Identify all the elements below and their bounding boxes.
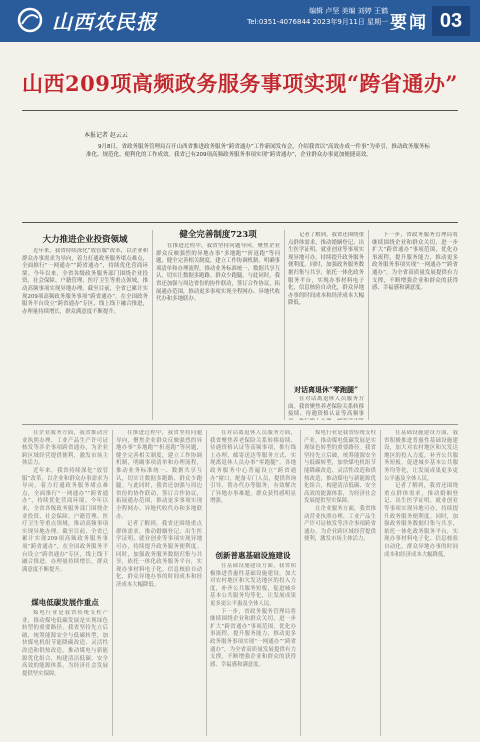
column-9: 在基础设施建设方面，我省积极推进普惠性基础设施建设，加大对农村地区和欠发达地区的投入力度，补齐公共服务短板，促进城乡基本公共服务均等化，让发展成果更多更公平惠及全体人民。 记者了解到，我省还围绕重点群体需求，推动婚姻登记、出生医学证明、就业创业等事项实现异地可办，持续提升政务服务便利度。同时，加强政务服务数据归集与共享，依托一体化政务服务平台，实现办事材料电子化、信息核验自动化，群众异地办事的时间成本和经济成本大幅降低。	[384, 430, 458, 558]
column-5b: 煤电行业是我省传统支柱产业，推动煤电低碳发展是实现绿色转型的重要路径。我省坚持先立后破，统筹能源安全与低碳转型，加快煤电机组节能降碳改造、灵活性改造和供热改造，推动煤电与新能源优化组合，构建清洁低碳、安全高效的能源体系，为经济社会发展提供坚实保障。	[22, 610, 108, 677]
byline: 本报记者 赵云云	[84, 132, 128, 139]
masthead	[0, 0, 480, 42]
band-rule	[22, 424, 458, 425]
column-divider	[206, 430, 207, 736]
date-line: Tel:0351-4076844 2023年9月11日 星期一	[247, 18, 388, 26]
column-1: 近年来，我省持续深化“放管服”改革，以企业和群众办事需求为导向，着力打通政务服务堵点难点，全面推行“一网通办”“跨省通办”，持续优化营商环境。今年以来，全省各级政务服务部门围绕企业投资、社会保障、户籍管理、医疗卫生等重点领域，推动高频事项实现异地办理。截至目前，全省已累计实现209项高频政务服务事项“跨省通办”，在全国政务服务平台设立“跨省通办”专区，线上线下融合推进，办理量持续增长，群众满意度不断提升。	[22, 248, 148, 315]
column-divider	[284, 230, 285, 420]
column-2: 在推进过程中，我省坚持问题导向，聚焦企业群众反映强烈的异地办事“多地跑”“折返跑”等问题，健全完善相关制度，建立工作协调机制，明确事项清单和办理流程，推动业务标准统一、数据共享互认，切实让数据多跑路、群众少跑腿。与此同时，我省还加强与周边省份的协作联动，签订合作协议，拓展通办范围，推动更多事项实现全程网办、异地代收代办和多地联办。	[156, 243, 280, 303]
column-divider	[152, 230, 153, 420]
column-divider	[112, 430, 113, 736]
masthead-info	[247, 6, 388, 28]
column-4: 下一步，省政务服务管理局将继续围绕企业和群众关切，进一步扩大“跨省通办”事项范围，优化办事流程，提升服务能力，推动更多政务服务事项实现“一网通办”“跨省通办”，为全省高质量发展提供有力支撑，不断增强企业和群众的获得感、幸福感和满意度。	[372, 232, 458, 292]
lead-rule	[22, 222, 458, 223]
column-7a: 在对话离退休人员服务方面，我省聚焦养老保险关系转移接续、待遇资格认证等高频事项，推行线上办理、邮寄送达等服务方式，实现离退休人员办事“零跑腿”。各地政务服务中心普遍设立“跨省通办”窗口，配备专门人员，提供咨询引导、帮办代办等服务，有效解决了异地办事难题，群众获得感明显增强。	[210, 430, 296, 505]
subhead-investment: 大力推进企业投资领域	[42, 235, 128, 245]
subhead-coal-power: 煤电低碳发展作重点	[31, 598, 99, 607]
editor-line: 编辑 卢坚 美编 刘婷 王鹤	[309, 7, 388, 15]
column-6: 在推进过程中，我省坚持问题导向，聚焦企业群众反映强烈的异地办事“多地跑”“折返跑”等问题，健全完善相关制度，建立工作协调机制，明确事项清单和办理流程，推动业务标准统一、数据共享互认，切实让数据多跑路、群众少跑腿。与此同时，我省还加强与周边省份的协作联动，签订合作协议，拓展通办范围，推动更多事项实现全程网办、异地代收代办和多地联办。 记者了解到，我省还围绕重点群体需求，推动婚姻登记、出生医学证明、就业创业等事项实现异地可办，持续提升政务服务便利度。同时，加强政务服务数据归集与共享，依托一体化政务服务平台，实现办事材料电子化、信息核验自动化，群众异地办事的时间成本和经济成本大幅降低。	[116, 430, 202, 588]
newspaper-logo-emblem-icon	[16, 6, 44, 34]
subhead-infrastructure: 创新普惠基础设施建设	[215, 551, 291, 560]
column-5: 在企业服务方面，我省推动营业执照办理、工业产品生产许可证核发等涉企事项跨省通办，为企业跨区域经营提供便利，激发市场主体活力。 近年来，我省持续深化“放管服”改革，以企业和群众办事需求为导向，着力打通政务服务堵点难点，全面推行“一网通办”“跨省通办”，持续优化营商环境。今年以来，全省各级政务服务部门围绕企业投资、社会保障、户籍管理、医疗卫生等重点领域，推动高频事项实现异地办理。截至目前，全省已累计实现209项高频政务服务事项“跨省通办”，在全国政务服务平台设立“跨省通办”专区，线上线下融合推进，办理量持续增长，群众满意度不断提升。	[22, 430, 108, 573]
page-headline: 山西209项高频政务服务事项实现“跨省通办”	[22, 71, 458, 96]
newspaper-logo: 山西农民报	[52, 10, 157, 34]
column-8: 煤电行业是我省传统支柱产业，推动煤电低碳发展是实现绿色转型的重要路径。我省坚持先立后破，统筹能源安全与低碳转型，加快煤电机组节能降碳改造、灵活性改造和供热改造，推动煤电与新能源优化组合，构建清洁低碳、安全高效的能源体系，为经济社会发展提供坚实保障。 在企业服务方面，我省推动营业执照办理、工业产品生产许可证核发等涉企事项跨省通办，为企业跨区域经营提供便利，激发市场主体活力。	[304, 430, 376, 543]
column-3b: 在对话离退休人员服务方面，我省聚焦养老保险关系转移接续、待遇资格认证等高频事	[288, 396, 364, 418]
column-divider	[300, 430, 301, 736]
subhead-system: 健全完善制度723项	[179, 230, 257, 240]
column-divider	[368, 230, 369, 420]
headline-rule	[22, 110, 458, 111]
column-3a: 记者了解到，我省还围绕重点群体需求，推动婚姻登记、出生医学证明、就业创业等事项实现异地可办，持续提升政务服务便利度。同时，加强政务服务数据归集与共享，依托一体化政务服务平台，实现办事材料电子化、信息核验自动化，群众异地办事的时间成本和经济成本大幅降低。	[288, 232, 364, 307]
lead-paragraph: 9月8日，省政务服务管理局召开山西省推进政务服务“跨省通办”工作新闻发布会，介绍我省以“高效办成一件事”为牵引，推动政务服务标准化、规范化、便利化的工作成效。我省已有209项高频政务服务事项实现“跨省通办”，企业群众办事更加便捷高效。	[86, 144, 430, 159]
page-number: 03	[432, 6, 470, 36]
section-title: 要闻	[390, 13, 428, 33]
subhead-retirees: 对话离退休“零跑腿”	[293, 385, 359, 394]
column-7b: 在基础设施建设方面，我省积极推进普惠性基础设施建设，加大对农村地区和欠发达地区的投入力度，补齐公共服务短板，促进城乡基本公共服务均等化，让发展成果更多更公平惠及全体人民。 下一步，省政务服务管理局将继续围绕企业和群众关切，进一步扩大“跨省通办”事项范围，优化办事流程，提升服务能力，推动更多政务服务事项实现“一网通办”“跨省通办”，为全省高质量发展提供有力支撑，不断增强企业和群众的获得感、幸福感和满意度。	[210, 563, 296, 668]
column-divider	[380, 430, 381, 736]
